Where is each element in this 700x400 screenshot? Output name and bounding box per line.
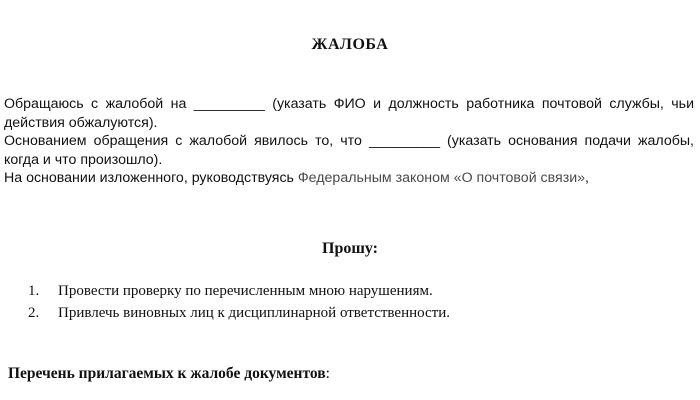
document-title: ЖАЛОБА — [311, 36, 389, 53]
attached-documents-heading-text: Перечень прилагаемых к жалобе документов — [8, 365, 326, 382]
request-item-number: 1. — [28, 283, 40, 299]
attached-documents-heading-colon: : — [325, 365, 330, 382]
request-item-number: 2. — [28, 305, 40, 321]
legal-basis-suffix: , — [585, 170, 589, 186]
paragraph-complaint-reason: Основанием обращения с жалобой явилось то, что _________ (указать основания подачи жалобы, когда и что произошло). — [4, 133, 694, 168]
request-list — [28, 280, 450, 324]
federal-law-reference: Федеральным законом «О почтовой связи» — [297, 170, 586, 186]
request-item-text: Провести проверку по перечисленным мною нарушениям. — [58, 283, 433, 299]
paragraph-legal-basis — [4, 169, 694, 188]
request-item — [28, 280, 450, 302]
complaint-body — [4, 95, 694, 188]
attached-documents-heading — [8, 365, 330, 383]
paragraph-complaint-target: Обращаюсь с жалобой на _________ (указать ФИО и должность работника почтовой службы, чьи действия обжалуются). — [4, 96, 694, 131]
request-item — [28, 302, 450, 324]
request-item-text: Привлечь виновных лиц к дисциплинарной ответственности. — [58, 305, 450, 321]
legal-basis-prefix: На основании изложенного, руководствуясь — [4, 170, 298, 186]
request-heading: Прошу: — [322, 240, 378, 257]
